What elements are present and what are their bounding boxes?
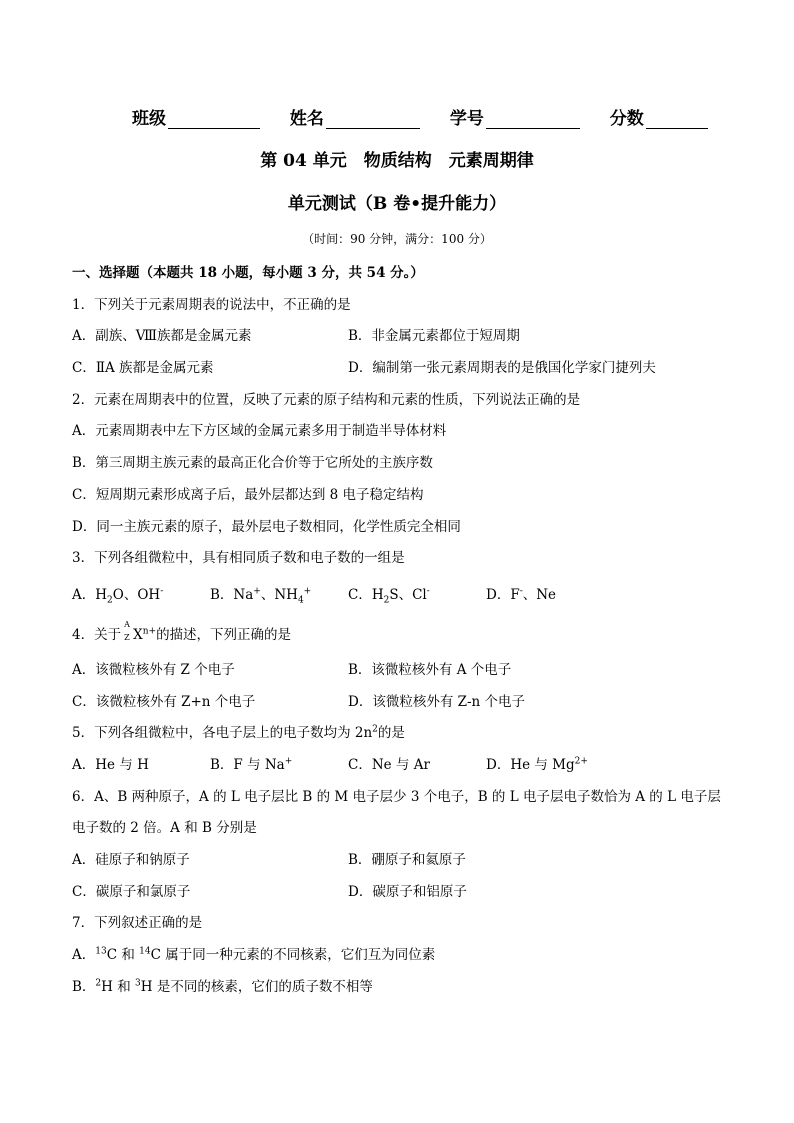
exam-meta: （时间：90 分钟，满分：100 分） xyxy=(302,232,492,246)
q4-options-row2 xyxy=(72,687,722,719)
q3-option-a[interactable]: A．$H_2O$、OH- xyxy=(72,586,164,606)
score-field: 分数 xyxy=(610,104,708,129)
q5-option-c[interactable]: C．Ne 与 Ar xyxy=(348,756,430,773)
student-info-header xyxy=(132,104,732,129)
q5-option-d[interactable]: D．He 与 $Mg^{2+}$ xyxy=(486,756,588,773)
q7-stem: 7．下列叙述正确的是 xyxy=(72,915,203,932)
q3-stem: 3．下列各组微粒中，具有相同质子数和电子数的一组是 xyxy=(72,550,405,567)
q6-option-b[interactable]: B．硼原子和氦原子 xyxy=(348,852,466,868)
id-field: 学号 xyxy=(450,104,580,129)
q3-option-c[interactable]: C．$H_2S$、Cl- xyxy=(348,586,430,606)
q7-option-b[interactable]: B．$^2$H 和 $^3$H 是不同的核素，它们的质子数不相等 xyxy=(72,978,373,995)
q2-option-c[interactable]: C．短周期元素形成离子后，最外层都达到 8 电子稳定结构 xyxy=(72,486,424,503)
q1-option-c[interactable]: C．ⅡA 族都是金属元素 xyxy=(72,360,214,377)
q2-option-a[interactable]: A．元素周期表中左下方区域的金属元素多用于制造半导体材料 xyxy=(72,423,447,440)
q6-option-d[interactable]: D．碳原子和铝原子 xyxy=(348,883,467,900)
q6-stem-line1: 6．A、B 两种原子，A 的 L 电子层比 B 的 M 电子层少 3 个电子，B 的 L 电子层电子数恰为 A 的 L 电子层 xyxy=(72,788,721,805)
q5-options-row xyxy=(72,750,722,782)
exam-content xyxy=(72,258,722,1003)
q1-option-a[interactable]: A．副族、Ⅷ族都是金属元素 xyxy=(72,328,252,345)
name-blank[interactable] xyxy=(326,110,420,129)
q1-options-row1 xyxy=(72,321,722,353)
section-heading: 一、选择题（本题共 18 小题，每小题 3 分，共 54 分。） xyxy=(72,265,424,281)
q1-option-b[interactable]: B．非金属元素都位于短周期 xyxy=(348,328,520,345)
q4-option-c[interactable]: C．该微粒核外有 Z+n 个电子 xyxy=(72,693,256,710)
page-subtitle: 单元测试（B 卷•提升能力） xyxy=(287,194,507,214)
name-field: 姓名 xyxy=(290,104,420,129)
q3-options-row xyxy=(72,575,722,615)
q1-options-row2 xyxy=(72,353,722,385)
q4-stem: 4．关于 A Z $X^{n+}$的描述，下列正确的是 xyxy=(72,619,292,643)
q6-option-c[interactable]: C．碳原子和氯原子 xyxy=(72,883,191,900)
q6-option-a[interactable]: A．硅原子和钠原子 xyxy=(72,852,190,868)
q4-option-d[interactable]: D．该微粒核外有 Z-n 个电子 xyxy=(348,693,526,710)
q6-options-row2 xyxy=(72,877,722,909)
q2-option-b[interactable]: B．第三周期主族元素的最高正化合价等于它所处的主族序数 xyxy=(72,455,433,472)
q3-option-b[interactable]: B．Na+、$NH_4^+$ xyxy=(210,586,312,606)
q4-options-row1 xyxy=(72,655,722,687)
score-blank[interactable] xyxy=(646,110,708,129)
q4-option-a[interactable]: A．该微粒核外有 Z 个电子 xyxy=(72,661,235,678)
q6-options-row1 xyxy=(72,845,722,877)
q5-option-a[interactable]: A．He 与 H xyxy=(72,756,149,773)
q3-option-d[interactable]: D．F-、Ne xyxy=(486,586,557,603)
class-blank[interactable] xyxy=(168,110,260,129)
q2-stem: 2．元素在周期表中的位置，反映了元素的原子结构和元素的性质，下列说法正确的是 xyxy=(72,391,581,408)
q2-option-d[interactable]: D．同一主族元素的原子，最外层电子数相同，化学性质完全相同 xyxy=(72,518,461,535)
q6-stem-line2: 电子数的 2 倍。A 和 B 分别是 xyxy=(72,820,257,837)
q7-option-a[interactable]: A．$^{13}$C 和 $^{14}$C 属于同一种元素的不同核素，它们互为同位素 xyxy=(72,946,436,964)
q1-stem: 1．下列关于元素周期表的说法中，不正确的是 xyxy=(72,296,351,313)
q5-stem: 5．下列各组微粒中，各电子层上的电子数均为 $2n^2$的是 xyxy=(72,724,405,742)
q4-option-b[interactable]: B．该微粒核外有 A 个电子 xyxy=(348,661,512,678)
page-title: 第 04 单元 物质结构 元素周期律 xyxy=(260,151,534,171)
q5-option-b[interactable]: B．F 与 Na+ xyxy=(210,756,293,773)
nuclide-notation: A Z xyxy=(124,619,130,642)
class-field: 班级 xyxy=(132,104,260,129)
id-blank[interactable] xyxy=(486,110,580,129)
q1-option-d[interactable]: D．编制第一张元素周期表的是俄国化学家门捷列夫 xyxy=(348,360,656,377)
